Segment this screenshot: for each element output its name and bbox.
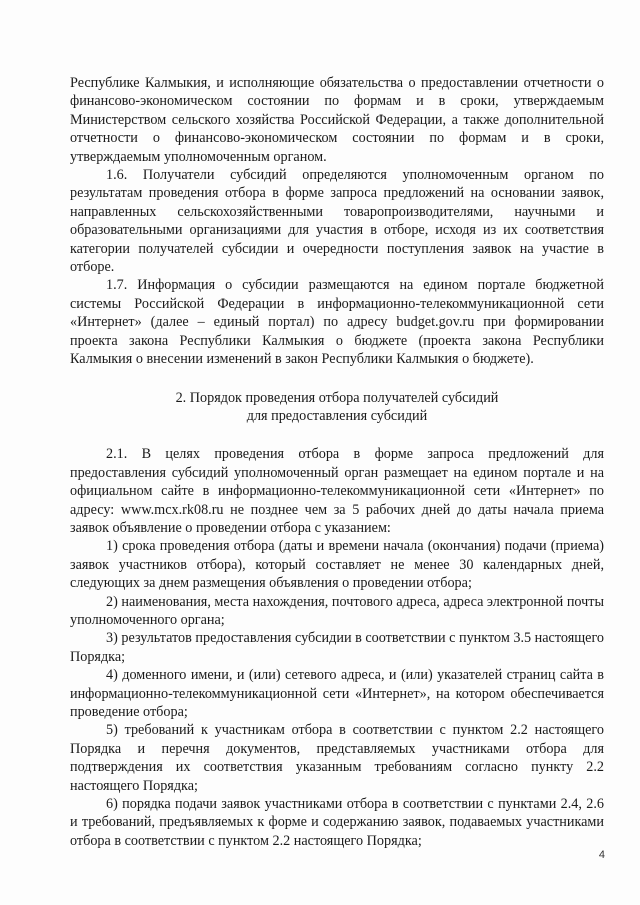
section-heading-line-1: 2. Порядок проведения отбора получателей субсидий (175, 389, 499, 406)
page-number: 4 (598, 849, 605, 861)
document-body (70, 74, 604, 850)
paragraph-1-7: 1.7. Информация о субсидии размещаются на едином портале бюджетной системы Российской Федерации в информационно-телекоммуникационной сети «Интернет» (далее – единый портал) по адресу budget.gov.ru при формировании проекта закона Республики Калмыкия о бюджете (проекта закона Республики Калмыкия о внесении изменений в закон Республики Калмыкия о бюджете). (70, 277, 604, 368)
paragraph-2-1: 2.1. В целях проведения отбора в форме запроса предложений для предоставления субсидий уполномоченный орган размещает на едином портале и на официальном сайте в информационно-телекоммуникационной сети «Интернет» по адресу: www.mcx.rk08.ru не позднее чем за 5 рабочих дней до даты начала приема заявок объявление о проведении отбора с указанием: (70, 446, 604, 536)
section-heading-line-2: для предоставления субсидий (246, 407, 428, 424)
list-item-1: 1) срока проведения отбора (даты и времени начала (окончания) подачи (приема) заявок участников отбора), который составляет не менее 30 календарных дней, следующих за днем размещения объявления о проведении отбора; (70, 538, 604, 592)
list-item-3: 3) результатов предоставления субсидии в соответствии с пунктом 3.5 настоящего Порядка; (70, 630, 604, 665)
list-item-5: 5) требований к участникам отбора в соответствии с пунктом 2.2 настоящего Порядка и перечня документов, представляемых участниками отбора для подтверждения их соответствия указанным требованиям согласно пункту 2.2 настоящего Порядка; (70, 722, 604, 794)
list-item-6: 6) порядка подачи заявок участниками отбора в соответствии с пунктами 2.4, 2.6 и требований, предъявляемых к форме и содержанию заявок, подаваемых участниками отбора в соответствии с пунктом 2.2 настоящего Порядка; (70, 796, 604, 849)
list-item-4: 4) доменного имени, и (или) сетевого адреса, и (или) указателей страниц сайта в информационно-телекоммуникационной сети «Интернет», на котором обеспечивается проведение отбора; (70, 667, 604, 720)
list-item-2: 2) наименования, места нахождения, почтового адреса, адреса электронной почты уполномоченного органа; (70, 593, 605, 628)
section-2-heading (70, 389, 604, 426)
paragraph-1-6: 1.6. Получатели субсидий определяются уполномоченным органом по результатам проведения отбора в форме запроса предложений на основании заявок, направленных сельскохозяйственными товаропроизводителями, научными и образовательными организациями для участия в отборе, исходя из их соответствия категории получателей субсидии и очередности поступления заявок на участие в отборе. (70, 167, 604, 276)
continuation-paragraph: Республике Калмыкия, и исполняющие обязательства о предоставлении отчетности о финансово-экономическом состоянии по формам и в сроки, утверждаемым Министерством сельского хозяйства Российской Федерации, а также дополнительной отчетности о финансово-экономическом состоянии по формам и в сроки, утверждаемым уполномоченным органом. (70, 75, 604, 165)
